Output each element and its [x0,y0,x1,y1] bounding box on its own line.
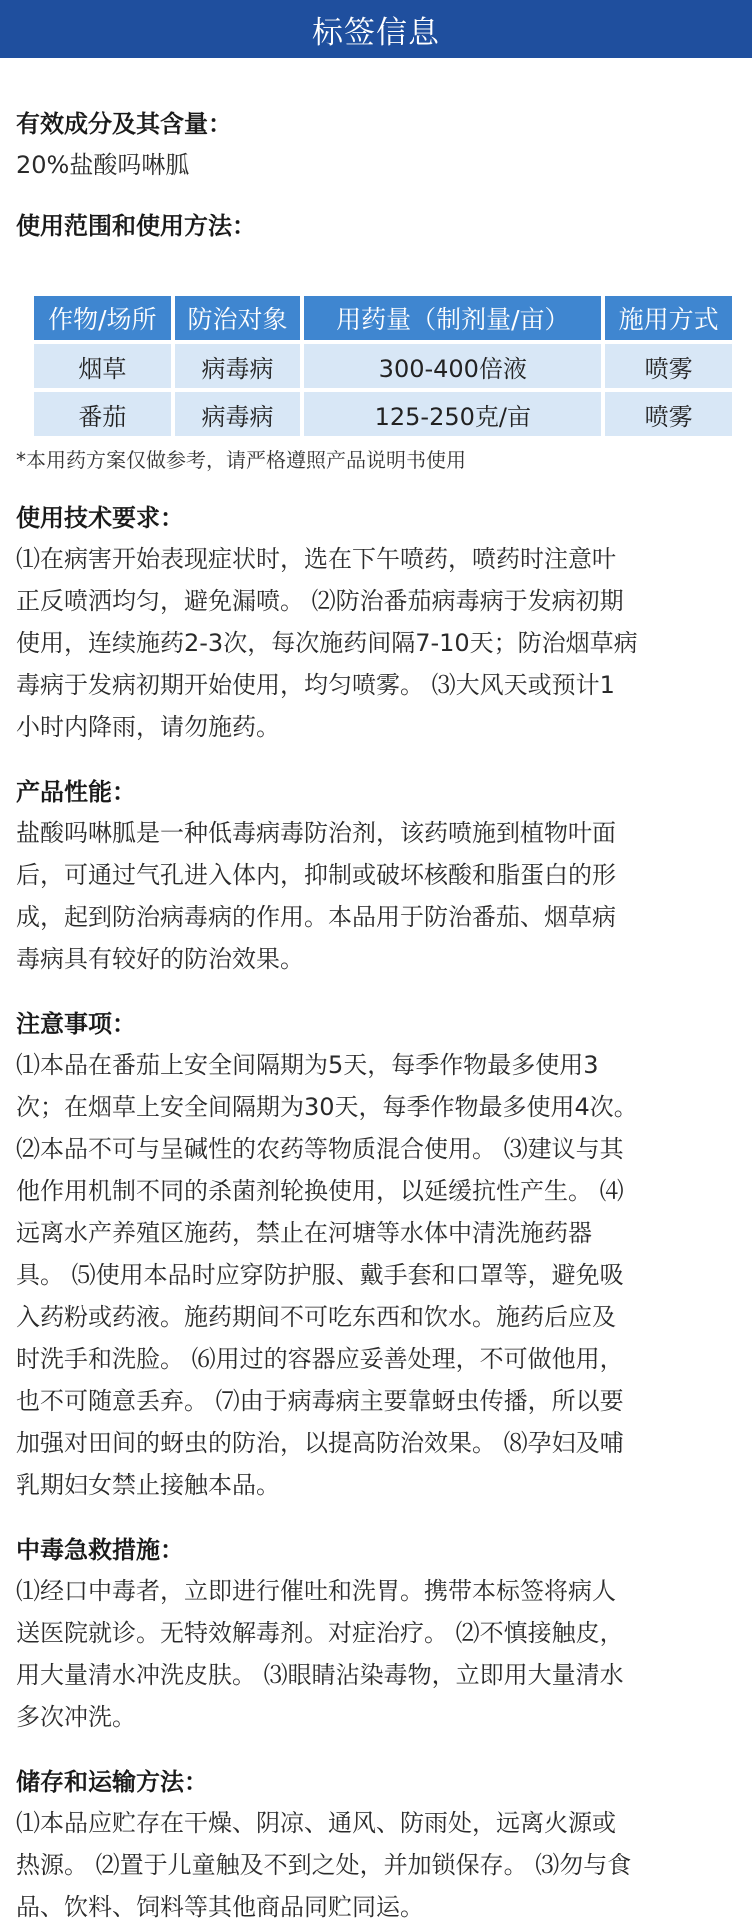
precautions-line: 他作用机制不同的杀菌剂轮换使用，以延缓抗性产生。 ⑷ [16,1177,624,1205]
precautions-line: 时洗手和洗脸。 ⑹用过的容器应妥善处理，不可做他用， [16,1345,624,1373]
storage-label: 储存和运输方法： [16,1768,208,1796]
precautions-line: ⑴本品在番茄上安全间隔期为5天，每季作物最多使用3 [16,1051,599,1079]
tech-line: 小时内降雨，请勿施药。 [16,713,280,741]
page-title: 标签信息 [312,14,440,51]
precautions-line: 入药粉或药液。施药期间不可吃东西和饮水。施药后应及 [16,1303,616,1331]
ingredient-value: 20%盐酸吗啉胍 [16,151,190,179]
storage-section [16,1762,736,1928]
first-aid-line: 多次冲洗。 [16,1703,136,1731]
table-row [34,344,732,388]
dosage-table-header-row [34,296,732,340]
performance-line: 成，起到防治病毒病的作用。本品用于防治番茄、烟草病 [16,903,616,931]
cell-method: 喷雾 [605,344,732,388]
cell-method: 喷雾 [605,392,732,436]
tech-label: 使用技术要求： [16,504,184,532]
performance-line: 后，可通过气孔进入体内，抑制或破坏核酸和脂蛋白的形 [16,861,616,889]
performance-line: 毒病具有较好的防治效果。 [16,945,304,973]
page-header [0,0,752,58]
first-aid-label: 中毒急救措施： [16,1536,184,1564]
label-content [0,104,752,1928]
performance-section [16,772,736,980]
precautions-line: 远离水产养殖区施药，禁止在河塘等水体中清洗施药器 [16,1219,592,1247]
performance-line: 盐酸吗啉胍是一种低毒病毒防治剂，该药喷施到植物叶面 [16,819,616,847]
table-note: *本用药方案仅做参考，请严格遵照产品说明书使用 [16,448,466,472]
table-row [34,392,732,436]
ingredient-section [16,104,736,186]
dosage-table [30,292,736,440]
cell-dosage: 125-250克/亩 [304,392,601,436]
cell-target: 病毒病 [175,392,301,436]
cell-crop: 番茄 [34,392,171,436]
performance-label: 产品性能： [16,778,136,806]
first-aid-line: 送医院就诊。无特效解毒剂。对症治疗。 ⑵不慎接触皮， [16,1619,624,1647]
precautions-line: 加强对田间的蚜虫的防治，以提高防治效果。 ⑻孕妇及哺 [16,1429,624,1457]
tech-line: 使用，连续施药2-3次，每次施药间隔7-10天；防治烟草病 [16,629,638,657]
tech-line: ⑴在病害开始表现症状时，选在下午喷药，喷药时注意叶 [16,545,616,573]
precautions-section [16,1004,736,1506]
col-header-method: 施用方式 [605,296,732,340]
col-header-target: 防治对象 [175,296,301,340]
storage-line: 热源。 ⑵置于儿童触及不到之处，并加锁保存。 ⑶勿与食 [16,1851,632,1879]
precautions-label: 注意事项： [16,1010,136,1038]
tech-section [16,498,736,748]
ingredient-label: 有效成分及其含量： [16,110,232,138]
usage-label: 使用范围和使用方法： [16,212,256,240]
first-aid-line: 用大量清水冲洗皮肤。 ⑶眼睛沾染毒物，立即用大量清水 [16,1661,624,1689]
storage-line: 品、饮料、饲料等其他商品同贮同运。 [16,1893,424,1921]
cell-target: 病毒病 [175,344,301,388]
tech-line: 正反喷洒均匀，避免漏喷。 ⑵防治番茄病毒病于发病初期 [16,587,624,615]
precautions-line: 乳期妇女禁止接触本品。 [16,1471,280,1499]
precautions-line: 也不可随意丢弃。 ⑺由于病毒病主要靠蚜虫传播，所以要 [16,1387,624,1415]
precautions-line: 次；在烟草上安全间隔期为30天，每季作物最多使用4次。 [16,1093,638,1121]
precautions-line: ⑵本品不可与呈碱性的农药等物质混合使用。 ⑶建议与其 [16,1135,624,1163]
col-header-crop: 作物/场所 [34,296,171,340]
col-header-dosage: 用药量（制剂量/亩） [304,296,601,340]
cell-dosage: 300-400倍液 [304,344,601,388]
tech-line: 毒病于发病初期开始使用，均匀喷雾。 ⑶大风天或预计1 [16,671,615,699]
first-aid-section [16,1530,736,1738]
precautions-line: 具。 ⑸使用本品时应穿防护服、戴手套和口罩等，避免吸 [16,1261,624,1289]
storage-line: ⑴本品应贮存在干燥、阴凉、通风、防雨处，远离火源或 [16,1809,616,1837]
cell-crop: 烟草 [34,344,171,388]
usage-section [16,206,736,246]
first-aid-line: ⑴经口中毒者，立即进行催吐和洗胃。携带本标签将病人 [16,1577,616,1605]
